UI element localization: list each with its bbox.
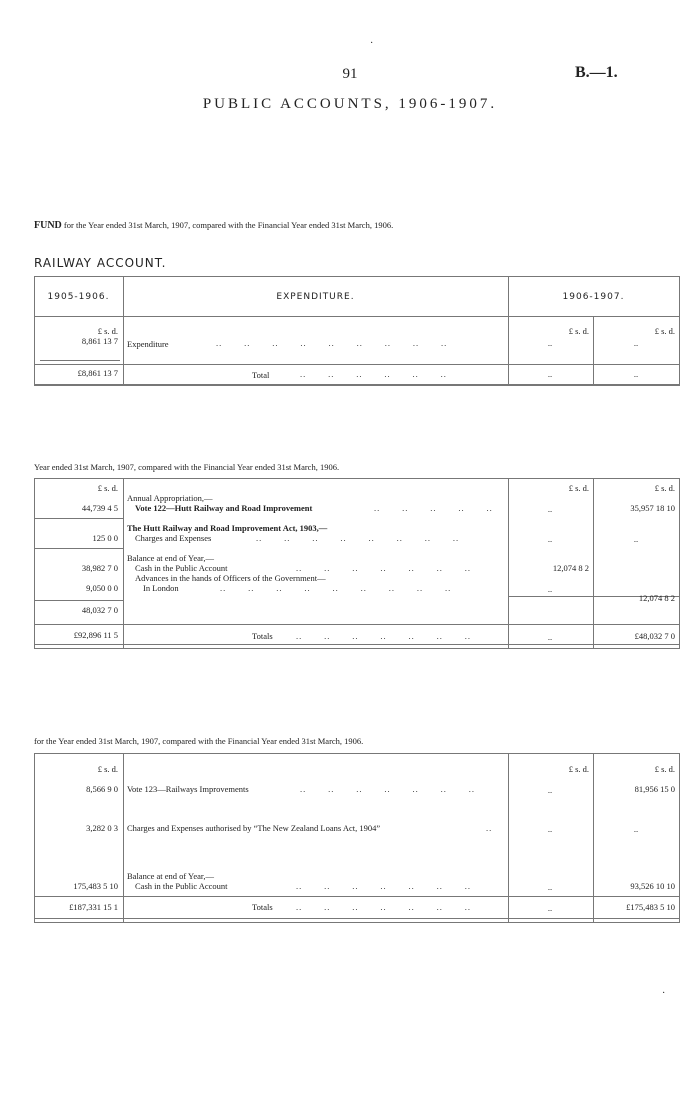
- cell-a: ..: [547, 824, 553, 834]
- total-cell-a: ..: [547, 369, 553, 379]
- cell-b: ..: [633, 534, 639, 544]
- total-cell-b: £48,032 7 0: [634, 631, 675, 641]
- total-label: Total: [252, 370, 270, 380]
- total-cell-a: ..: [547, 632, 553, 642]
- fund-caption: [34, 220, 393, 231]
- cell-b: 81,956 15 0: [634, 784, 675, 794]
- railway-account-heading: RAILWAY ACCOUNT.: [34, 256, 167, 270]
- column-header-1906-1907: 1906-1907.: [562, 292, 625, 302]
- cell-a: ..: [547, 584, 553, 594]
- amount-cell: 8,861 13 7: [81, 336, 118, 346]
- amount-cell: 175,483 5 10: [73, 881, 118, 891]
- print-speck: ·: [370, 38, 374, 49]
- row-label: Vote 123—Railways Improvements: [127, 784, 249, 794]
- cell-a: ..: [547, 882, 553, 892]
- cell-a: 12,074 8 2: [552, 563, 589, 573]
- units-a: £ s. d.: [568, 483, 589, 493]
- cell-a: ..: [547, 504, 553, 514]
- row-label: Advances in the hands of Officers of the Government—: [135, 573, 326, 583]
- units-b: £ s. d.: [654, 764, 675, 774]
- row-label: Cash in the Public Account: [135, 563, 228, 573]
- row-label: Charges and Expenses: [135, 533, 212, 543]
- amount-cell: 3,282 0 3: [86, 823, 118, 833]
- row-label: In London: [143, 583, 179, 593]
- units-left: £ s. d.: [97, 326, 118, 336]
- cell-b: 35,957 18 10: [630, 503, 675, 513]
- cell-b: ..: [633, 824, 639, 834]
- cell-b: 93,526 10 10: [630, 881, 675, 891]
- fund-caption-bold: FUND: [34, 220, 62, 231]
- row-label: Balance at end of Year,—: [127, 871, 214, 881]
- total-cell-a: ..: [547, 903, 553, 913]
- amount-cell: 38,982 7 0: [81, 563, 118, 573]
- row-label: Charges and Expenses authorised by “The New Zealand Loans Act, 1904”: [127, 823, 381, 833]
- section3-caption: for the Year ended 31st March, 1907, compared with the Financial Year ended 31st March, 1906.: [34, 736, 364, 746]
- units-a: £ s. d.: [568, 764, 589, 774]
- row-label: The Hutt Railway and Road Improvement Act, 1903,—: [127, 523, 328, 533]
- column-header-expenditure: EXPENDITURE.: [276, 292, 355, 302]
- page-title: PUBLIC ACCOUNTS, 1906-1907.: [202, 96, 498, 112]
- units-a: £ s. d.: [568, 326, 589, 336]
- units-left: £ s. d.: [97, 483, 118, 493]
- fund-caption-text: for the Year ended 31st March, 1907, compared with the Financial Year ended 31st March, 1906.: [63, 220, 394, 230]
- amount-cell: 9,050 0 0: [86, 583, 118, 593]
- cell-b: 12,074 8 2: [638, 593, 675, 603]
- column-header-1905-1906: 1905-1906.: [47, 292, 110, 302]
- row-label: Annual Appropriation,—: [127, 493, 213, 503]
- cell-a: ..: [547, 785, 553, 795]
- total-amount-cell: £92,896 11 5: [73, 630, 118, 640]
- total-label: Totals: [252, 631, 273, 641]
- amount-cell: 8,566 9 0: [86, 784, 118, 794]
- row-label: Balance at end of Year,—: [127, 553, 214, 563]
- row-label: Expenditure: [127, 339, 169, 349]
- page-number: 91: [342, 66, 358, 82]
- document-reference: B.—1.: [575, 64, 618, 81]
- total-cell-b: £175,483 5 10: [626, 902, 675, 912]
- cell-a: ..: [547, 338, 553, 348]
- total-amount-cell: £8,861 13 7: [77, 368, 118, 378]
- print-speck: ·: [662, 988, 666, 999]
- cell-b: ..: [633, 338, 639, 348]
- cell-a: ..: [547, 534, 553, 544]
- amount-cell: 125 0 0: [92, 533, 118, 543]
- total-cell-b: ..: [633, 369, 639, 379]
- row-label: Cash in the Public Account: [135, 881, 228, 891]
- amount-cell: 44,739 4 5: [81, 503, 118, 513]
- units-b: £ s. d.: [654, 326, 675, 336]
- section2-caption: Year ended 31st March, 1907, compared with the Financial Year ended 31st March, 1906.: [34, 462, 340, 472]
- total-amount-cell: £187,331 15 1: [69, 902, 118, 912]
- units-b: £ s. d.: [654, 483, 675, 493]
- units-left: £ s. d.: [97, 764, 118, 774]
- amount-cell: 48,032 7 0: [81, 605, 118, 615]
- total-label: Totals: [252, 902, 273, 912]
- row-label: Vote 122—Hutt Railway and Road Improvement: [135, 503, 313, 513]
